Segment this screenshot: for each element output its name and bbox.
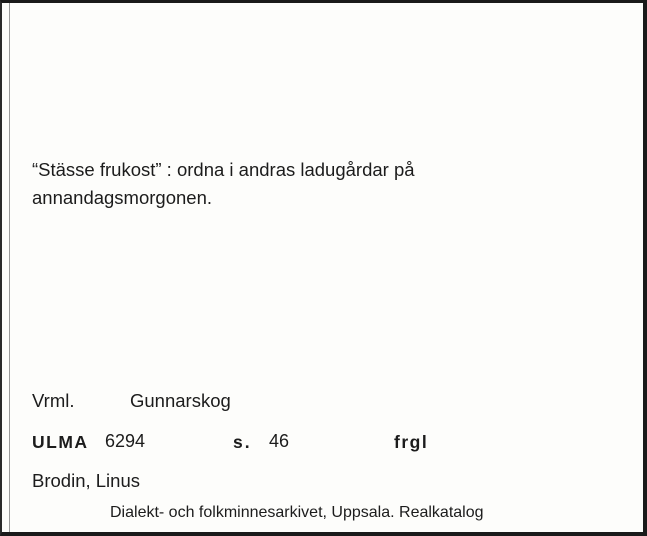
province-label: Vrml. (32, 390, 75, 411)
archive-number: 6294 (105, 431, 146, 451)
archive-code: ULMA (32, 432, 89, 452)
page-number: 46 (269, 431, 290, 451)
collector-name: Brodin, Linus (32, 470, 140, 491)
card-description (32, 156, 502, 212)
page-label: s. (233, 432, 252, 452)
category-code: frgl (394, 432, 429, 452)
description-line-1: “Stässe frukost” : ordna i andras ladugårdar på (32, 159, 415, 180)
parish-name: Gunnarskog (130, 390, 231, 411)
archive-footer: Dialekt- och folkminnesarkivet, Uppsala. Realkatalog (110, 504, 484, 521)
card-edge-line (9, 3, 10, 532)
description-line-2: annandagsmorgonen. (32, 187, 213, 208)
